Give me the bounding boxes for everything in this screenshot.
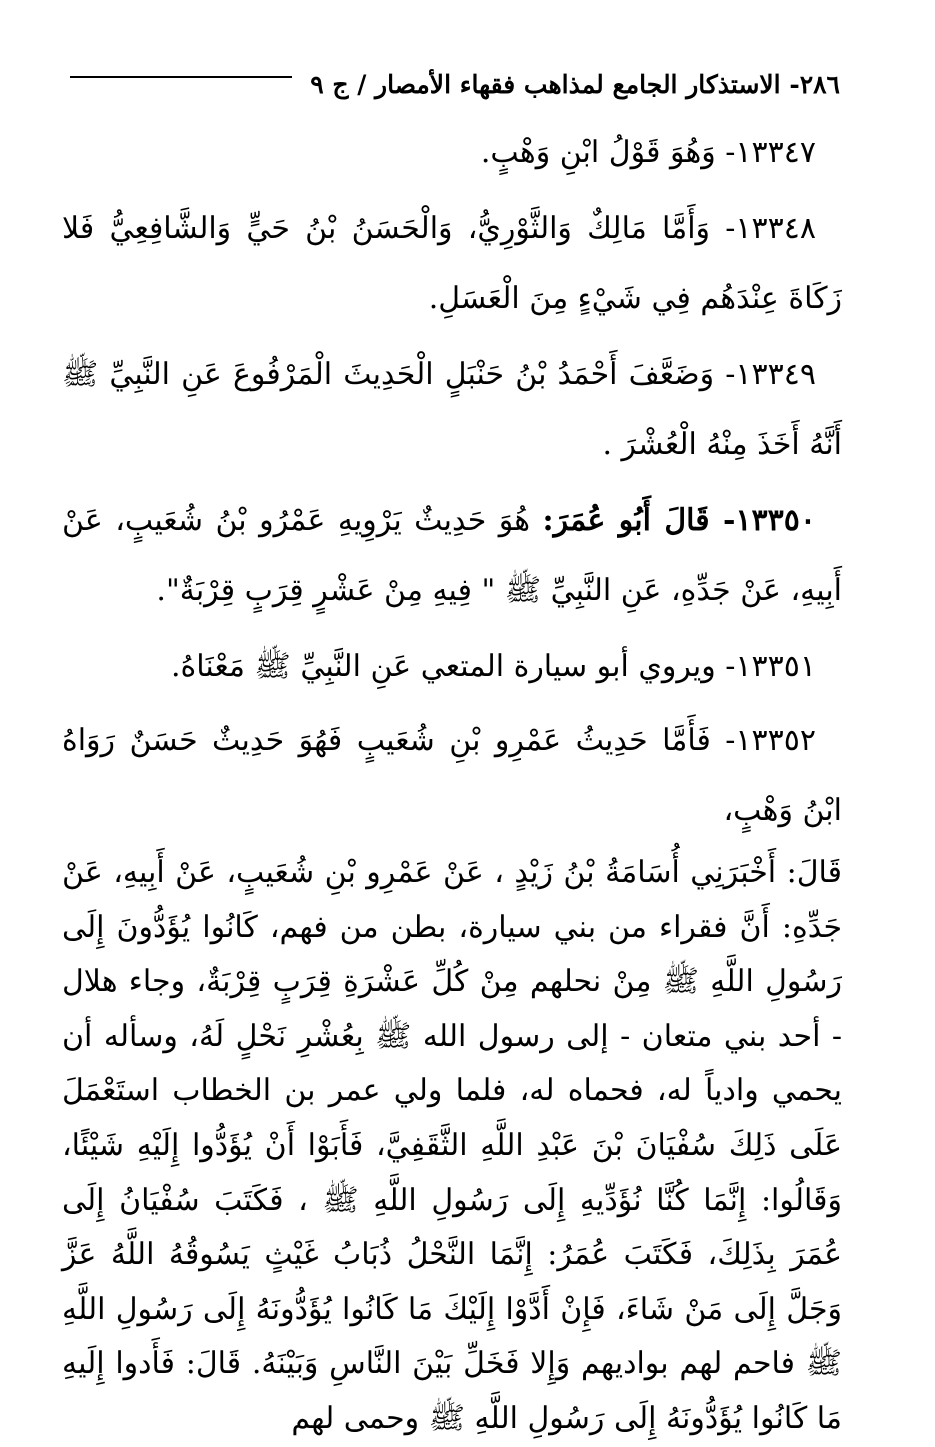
paragraph-13351: ١٣٣٥١- ويروي أبو سيارة المتعي عَنِ النَّبِيِّ ﷺ مَعْنَاهُ.	[171, 649, 816, 684]
paragraph-13347: ١٣٣٤٧- وَهُوَ قَوْلُ ابْنِ وَهْبٍ.	[480, 135, 816, 170]
paragraph-13352: ١٣٣٥٢- فَأَمَّا حَدِيثُ عَمْرِو بْنِ شُعَيبٍ فَهُوَ حَدِيثٌ حَسَنٌ رَوَاهُ ابْنُ وَهْبٍ،	[62, 723, 842, 828]
paragraph-13350: ١٣٣٥٠- قَالَ أَبُو عُمَرَ: هُوَ حَدِيثٌ يَرْوِيهِ عَمْرُو بْنُ شُعَيبٍ، عَنْ أَبِيهِ، عَنْ جَدِّهِ، عَنِ النَّبِيِّ ﷺ " فِيهِ مِنْ عَشْرٍ قِرَبٍ قِرْبَةٌ".	[62, 503, 842, 608]
paragraph-13348: ١٣٣٤٨- وَأَمَّا مَالِكٌ وَالثَّوْرِيُّ، وَالْحَسَنُ بْنُ حَيٍّ وَالشَّافِعِيُّ فَلا زَكَاةَ عِنْدَهُم فِي شَيْءٍ مِنَ الْعَسَلِ.	[62, 211, 842, 316]
speaker-label: ١٣٣٥٠- قَالَ أَبُو عُمَرَ:	[542, 503, 816, 538]
paragraph-13349: ١٣٣٤٩- وَضَعَّفَ أَحْمَدُ بْنُ حَنْبَلٍ الْحَدِيثَ الْمَرْفُوعَ عَنِ النَّبِيِّ ﷺ أَنَّهُ أَخَذَ مِنْهُ الْعُشْرَ .	[62, 357, 842, 462]
running-title: ٢٨٦- الاستذكار الجامع لمذاهب فقهاء الأمصار / ج ٩	[310, 69, 840, 99]
page-body	[62, 118, 842, 1447]
header-rule	[70, 76, 292, 78]
page-header	[70, 62, 840, 106]
paragraph-13352-continued: قَالَ: أَخْبَرَنِي أُسَامَةُ بْنُ زَيْدٍ ، عَنْ عَمْرِو بْنِ شُعَيبٍ، عَنْ أَبِيهِ، عَنْ جَدِّهِ: أَنَّ فقراء من بني سيارة، بطن من فهم، كَانُوا يُؤَدُّونَ إِلَى رَسُولِ اللَّهِ ﷺ مِنْ نحلهم مِنْ كُلِّ عَشْرَةِ قِرَبٍ قِرْبَةٌ، وجاء هلال - أحد بني متعان - إلى رسول الله ﷺ بِعُشْرِ نَحْلٍ لَهُ، وسأله أن يحمي وادياً له، فحماه له، فلما ولي عمر بن الخطاب استَعْمَلَ عَلَى ذَلِكَ سُفْيَانَ بْنَ عَبْدِ اللَّهِ الثَّقَفِيَّ، فَأَبَوْا أَنْ يُؤَدُّوا إِلَيْهِ شَيْئًا، وَقَالُوا: إِنَّمَا كُنَّا نُؤَدِّيهِ إِلَى رَسُولِ اللَّهِ ﷺ ، فَكَتَبَ سُفْيَانُ إِلَى عُمَرَ بِذَلِكَ، فَكَتَبَ عُمَرُ: إِنَّمَا النَّحْلُ ذُبَابُ غَيْثٍ يَسُوقُهُ اللَّهُ عَزَّ وَجَلَّ إِلَى مَنْ شَاءَ، فَإِنْ أَدَّوْا إِلَيْكَ مَا كَانُوا يُؤَدُّونَهُ إِلَى رَسُولِ اللَّهِ ﷺ فاحم لهم بواديهم وَإِلا فَخَلِّ بَيْنَ النَّاسِ وَبَيْنَهُ. قَالَ: فَأَدوا إِلَيهِ مَا كَانُوا يُؤَدُّونَهُ إِلَى رَسُولِ اللَّهِ ﷺ وحمى لهم	[62, 855, 842, 1436]
